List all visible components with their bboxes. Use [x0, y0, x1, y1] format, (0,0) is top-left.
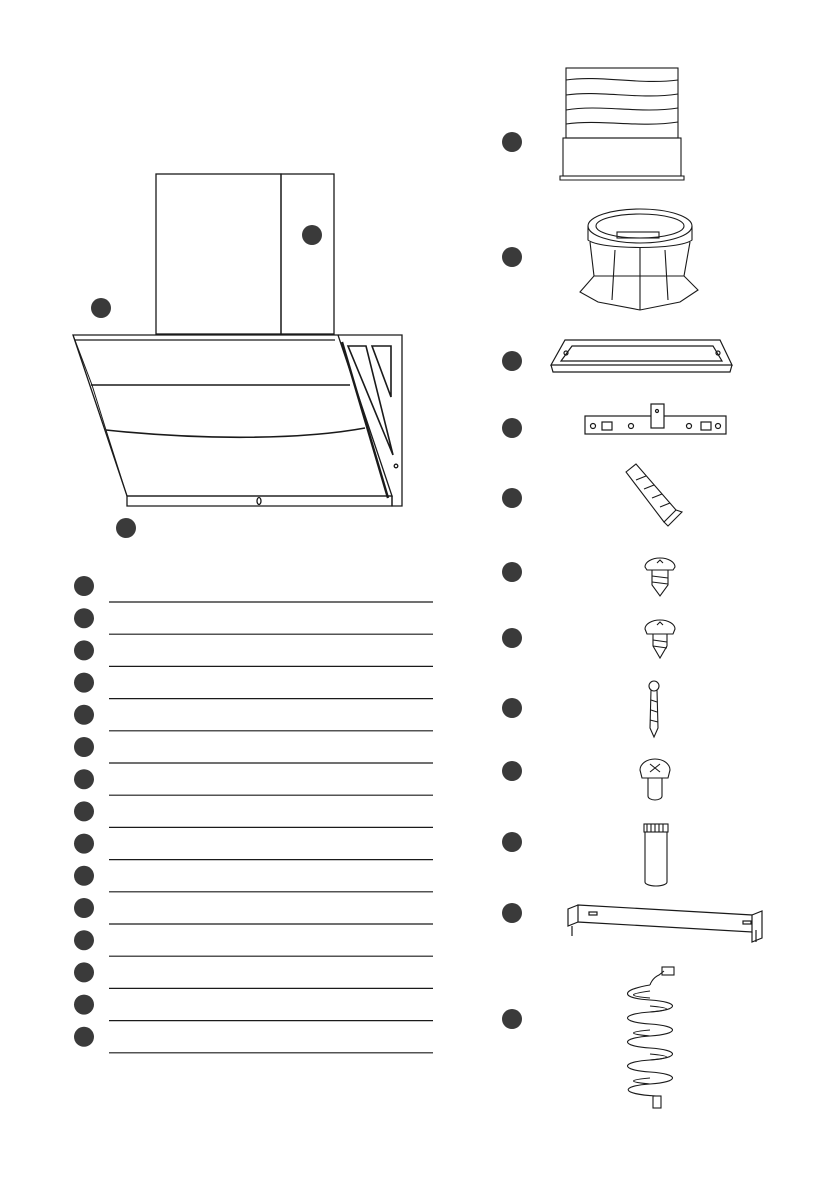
- parts-list: [74, 576, 433, 1053]
- parts-row-marker: [74, 962, 94, 982]
- parts-row-marker: [74, 705, 94, 725]
- air-outlet-adapter-icon: [580, 209, 698, 310]
- parts-row-marker: [74, 576, 94, 596]
- parts-row-marker: [74, 995, 94, 1015]
- parts-row-marker: [74, 930, 94, 950]
- hood-glass-panel: [73, 335, 392, 496]
- accessory-marker: [502, 698, 522, 718]
- callout-marker-chimney: [91, 298, 111, 318]
- accessory-marker: [502, 418, 522, 438]
- screw-icon: [645, 558, 675, 596]
- drain-hose-icon: [628, 967, 675, 1108]
- hanging-bracket-icon: [585, 404, 726, 434]
- parts-row-marker: [74, 834, 94, 854]
- callout-marker-base: [116, 518, 136, 538]
- short-screw-icon: [640, 759, 670, 800]
- chimney-front-panel: [156, 174, 281, 334]
- accessory-marker: [502, 1009, 522, 1029]
- parts-row-marker: [74, 801, 94, 821]
- wall-plug-icon: [626, 464, 682, 526]
- chimney-side-panel: [281, 174, 334, 334]
- accessory-marker: [502, 132, 522, 152]
- accessory-marker: [502, 247, 522, 267]
- parts-row-marker: [74, 769, 94, 789]
- accessory-marker: [502, 628, 522, 648]
- spacer-sleeve-icon: [644, 824, 668, 886]
- parts-row-marker: [74, 737, 94, 757]
- callout-marker-side: [302, 225, 322, 245]
- parts-row-marker: [74, 1027, 94, 1047]
- parts-row-marker: [74, 866, 94, 886]
- accessory-marker: [502, 351, 522, 371]
- hood-diagram: [73, 174, 402, 506]
- accessory-marker: [502, 562, 522, 582]
- accessory-marker: [502, 903, 522, 923]
- long-screw-icon: [649, 681, 659, 737]
- accessory-marker: [502, 761, 522, 781]
- duct-connector-icon: [560, 68, 684, 180]
- parts-row-marker: [74, 673, 94, 693]
- parts-row-marker: [74, 640, 94, 660]
- support-bar-icon: [568, 905, 762, 942]
- accessory-marker: [502, 488, 522, 508]
- accessory-marker: [502, 832, 522, 852]
- parts-row-marker: [74, 608, 94, 628]
- parts-row-marker: [74, 898, 94, 918]
- mounting-frame-icon: [551, 340, 732, 372]
- screw-icon: [645, 620, 675, 658]
- accessory-markers: [502, 132, 522, 1029]
